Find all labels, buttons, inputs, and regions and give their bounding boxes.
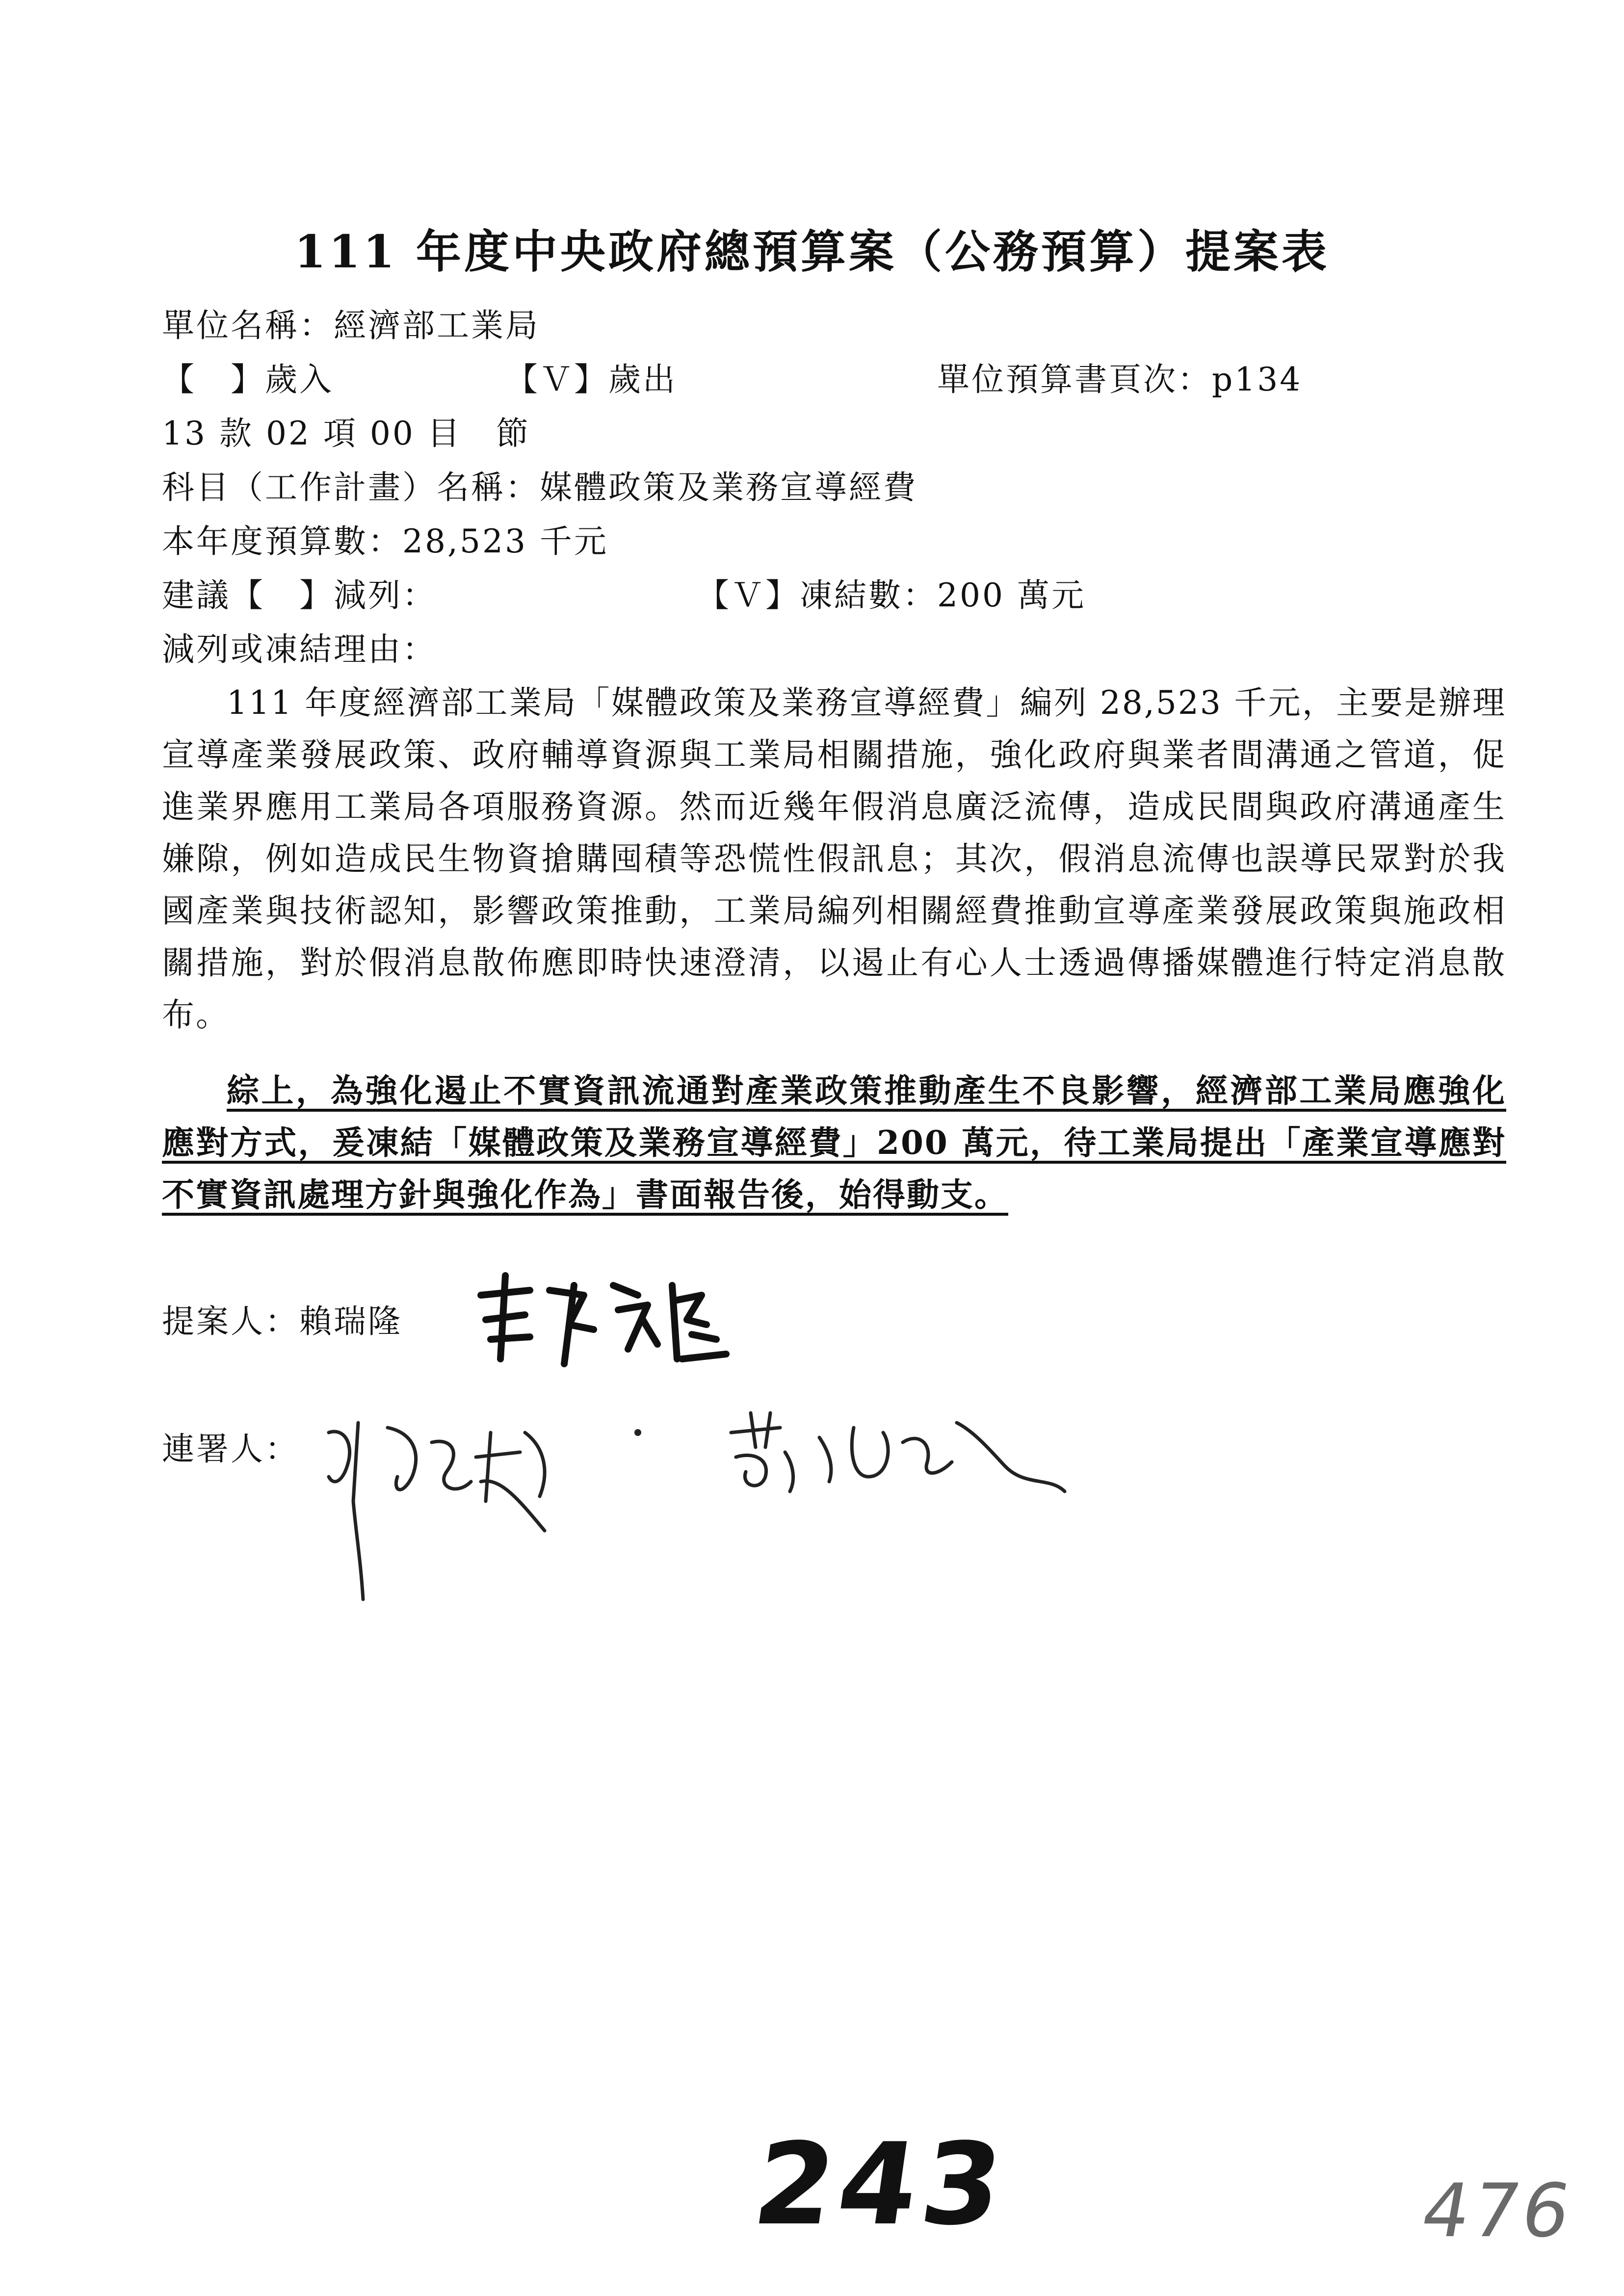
cosigner-label: 連署人：	[162, 1430, 299, 1468]
unit-name: 單位名稱：經濟部工業局	[162, 307, 540, 344]
checkbox-expenditure: 【Ｖ】歲出	[505, 361, 677, 398]
subject-name: 科目（工作計畫）名稱：媒體政策及業務宣導經費	[162, 469, 917, 506]
corner-number-handwritten: 476	[1415, 2168, 1580, 2254]
budget-section: 13 款 02 項 00 目 節	[162, 415, 530, 452]
checkbox-revenue: 【 】歲入	[162, 361, 334, 398]
cosigner-signature-2	[721, 1403, 1074, 1501]
suggest-cut: 建議【 】減列：	[162, 576, 437, 614]
budget-page-ref: 單位預算書頁次：p134	[937, 361, 1303, 398]
document-title: 111 年度中央政府總預算案（公務預算）提案表	[294, 225, 1330, 278]
annual-budget: 本年度預算數：28,523 千元	[162, 522, 608, 560]
reason-paragraph: 111 年度經濟部工業局「媒體政策及業務宣導經費」編列 28,523 千元，主要是辦理宣導產業發展政策、政府輔導資源與工業局相關措施，強化政府與業者間溝通之管道，促進業界應用工業局各項服務資源。然而近幾年假消息廣泛流傳，造成民間與政府溝通產生嫌隙，例如造成民生物資搶購囤積等恐慌性假訊息；其次，假消息流傳也誤導民眾對於我國產業與技術認知，影響政策推動，工業局編列相關經費推動宣導產業發展政策與施政相關措施，對於假消息散佈應即時快速澄清，以遏止有心人士透過傳播媒體進行特定消息散布。	[162, 684, 1506, 1034]
proposer-signature	[471, 1266, 746, 1374]
page-number-handwritten: 243	[746, 2119, 1015, 2250]
conclusion-paragraph: 綜上，為強化遏止不實資訊流通對產業政策推動產生不良影響，經濟部工業局應強化應對方式，爰凍結「媒體政策及業務宣導經費」200 萬元，待工業局提出「產業宣導應對不實資訊處理方針與強化作為」書面報告後，始得動支。	[162, 1071, 1506, 1214]
reason-label: 減列或凍結理由：	[162, 630, 437, 668]
cosigner-signature-1	[314, 1403, 648, 1609]
suggest-freeze: 【Ｖ】凍結數：200 萬元	[697, 576, 1086, 614]
proposer-label: 提案人：賴瑞隆	[162, 1303, 402, 1340]
